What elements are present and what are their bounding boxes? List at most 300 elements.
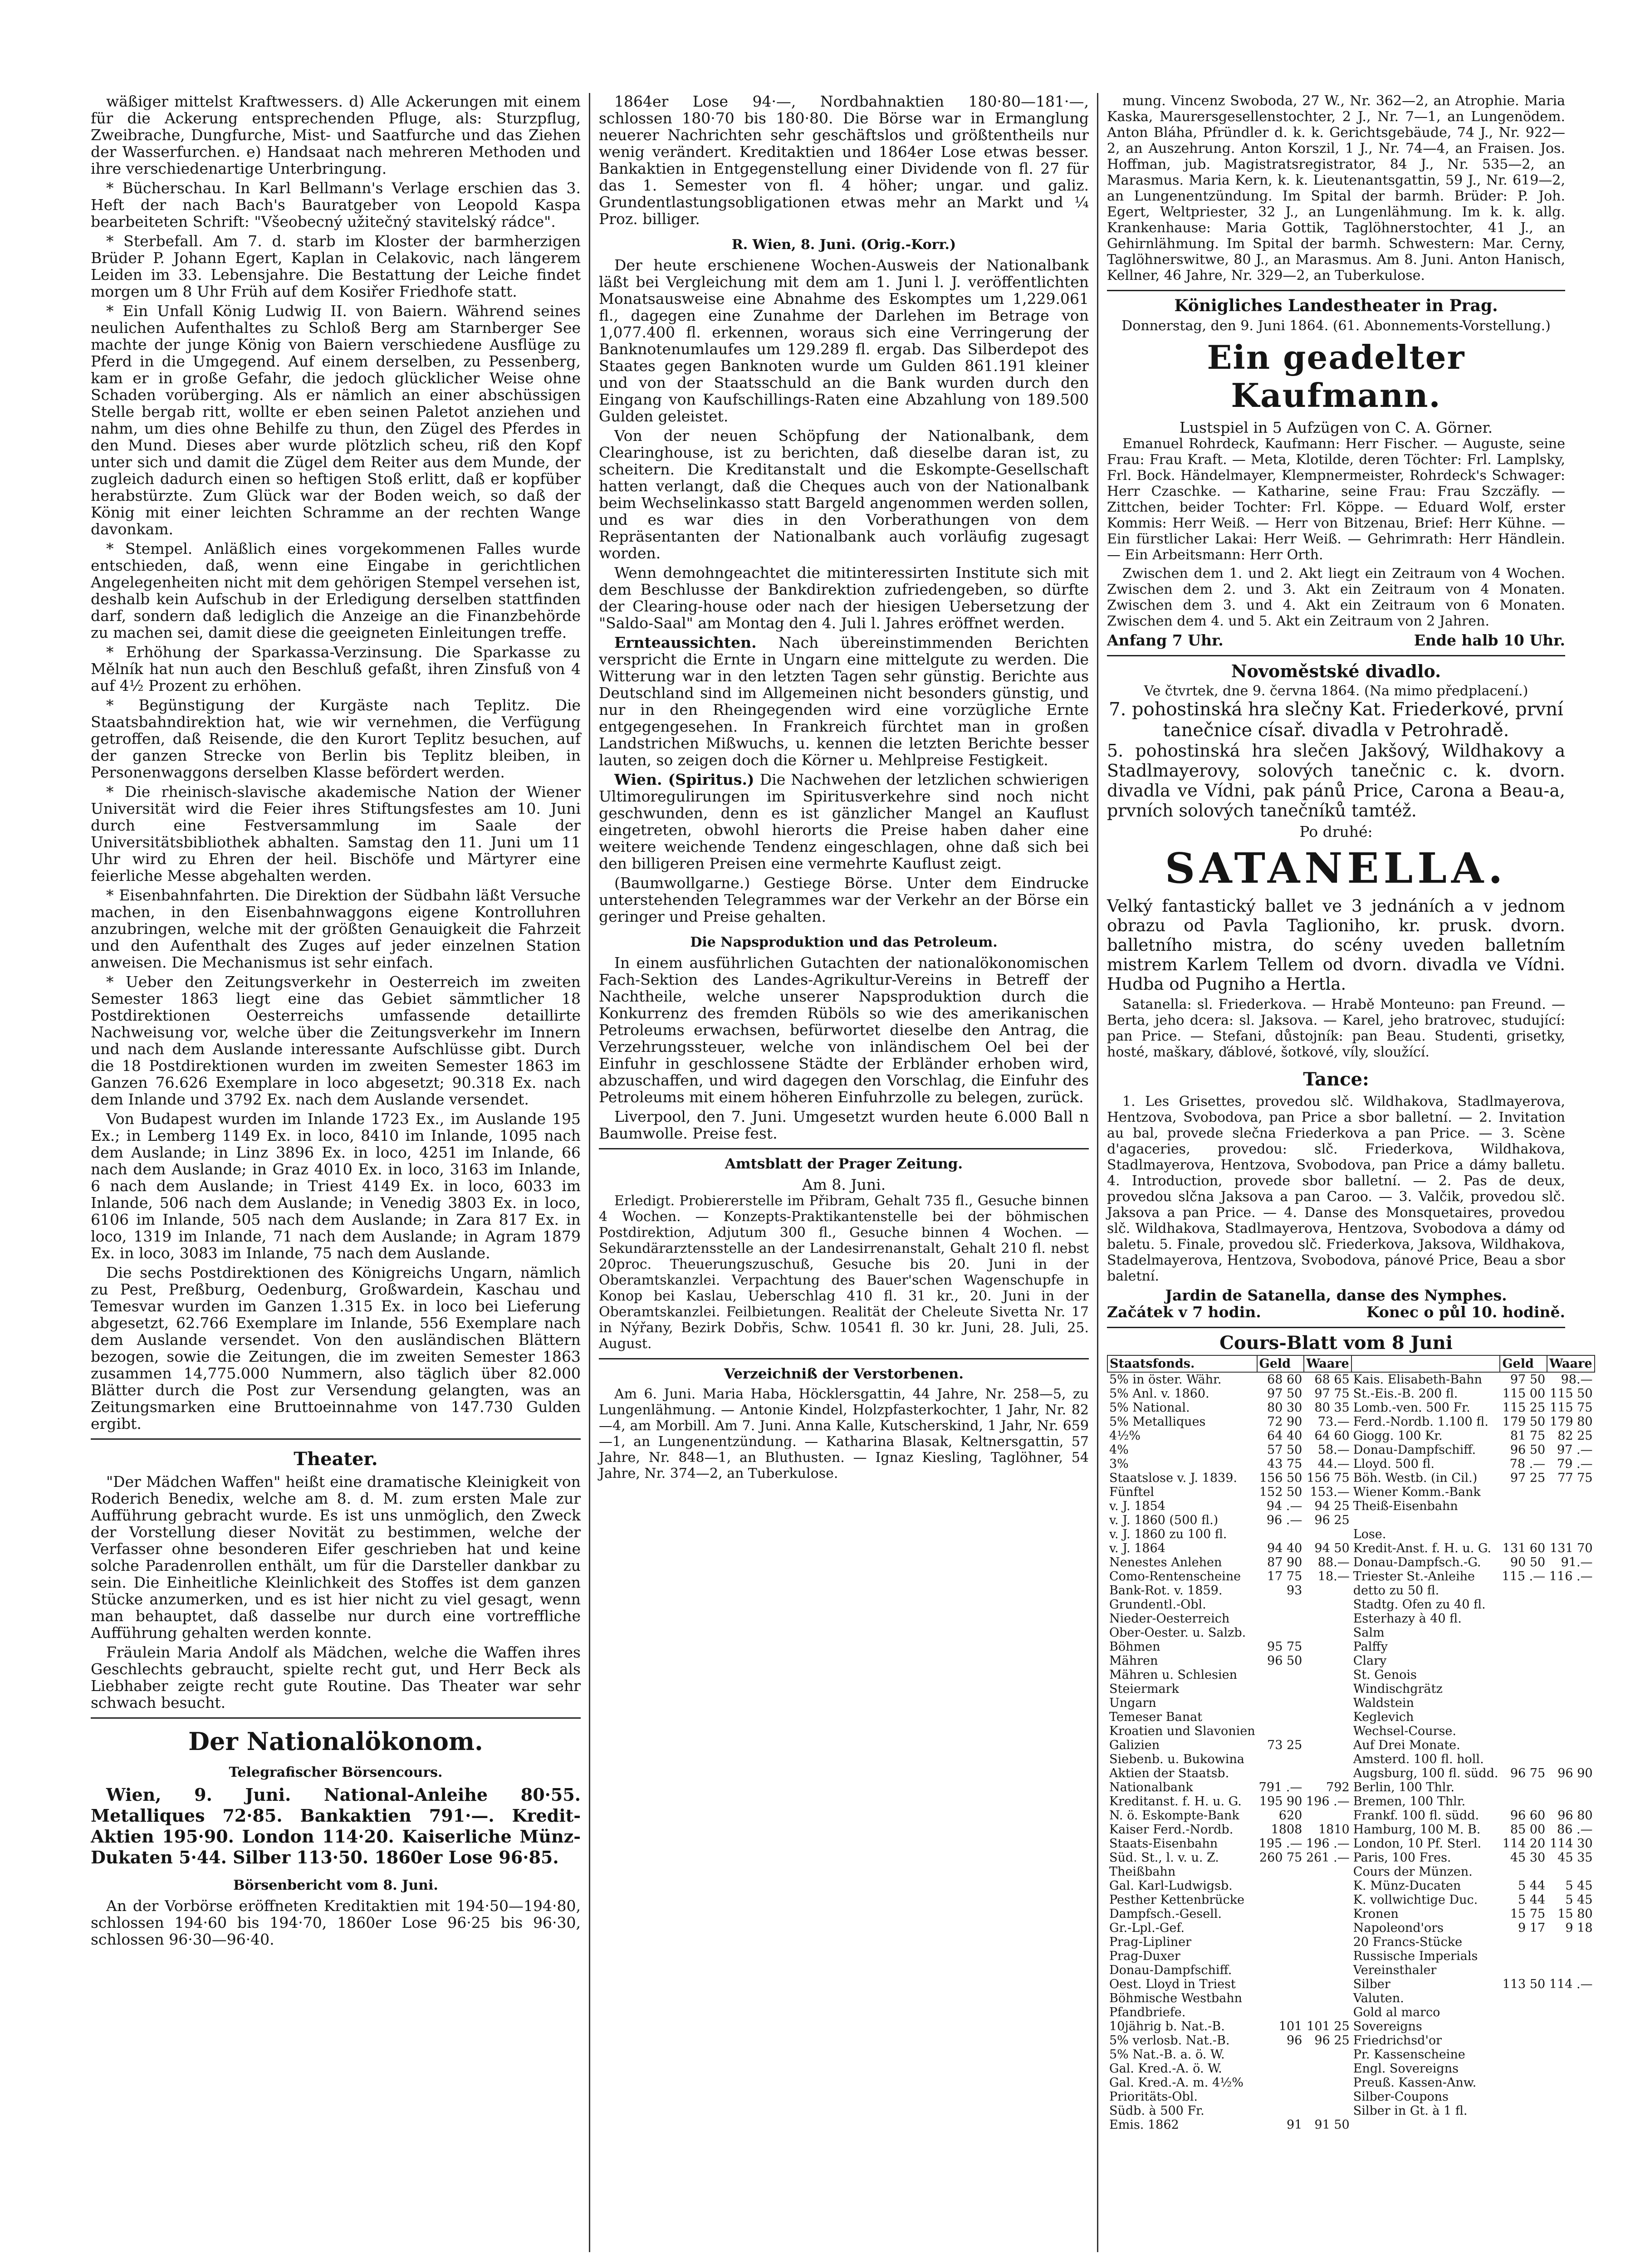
table-row	[1107, 2090, 1595, 2104]
table-cell: 116 .—	[1549, 1569, 1593, 1584]
table-row	[1107, 2048, 1595, 2062]
table-cell	[1500, 1991, 1547, 2005]
table-cell: Silber	[1353, 1977, 1391, 1991]
table-cell: v. J. 1860 zu 100 fl.	[1109, 1527, 1227, 1541]
table-cell: Ferd.-Nordb. 1.100 fl.	[1353, 1415, 1488, 1429]
table-cell: 791 .—	[1258, 1780, 1302, 1794]
exchange-table-body	[1107, 1372, 1595, 2132]
table-cell: 5% Anl. v. 1860.	[1109, 1387, 1209, 1401]
table-cell: 96 .—	[1266, 1513, 1302, 1527]
table-cell: 5% Nat.-B. a. ö. W.	[1109, 2048, 1225, 2062]
paragraph: mung. Vincenz Swoboda, 27 W., Nr. 362—2, an Atrophie. Maria Kaska, Maurersgesellenstochter, 2 J., Nr. 7—1, an Lungenödem. Anton Bláha, Pfründler d. k. k. Gerichtsgebäude, 74 J., Nr. 922—2, an Auszehrung. Anton Korszil, 1 J., Nr. 74—4, an Fraisen. Jos. Hoffman, jub. Magistratsregistrator, 84 J., Nr. 535—2, an Marasmus. Maria Kern, k. k. Lieutenantsgattin, 59 J., Nr. 619—2, an Lungenentzündung. Im Spital der barmh. Brüder: P. Joh. Egert, Weltpriester, 32 J., an Lungenlähmung. Im k. k. allg. Krankenhause: Maria Gottik, Taglöhnerstochter, 41 J., an Gehirnlähmung. Im Spital der barmh. Schwestern: Mar. Cerny, Taglöhnerswitwe, 80 J., an Marasmus. Am 8. Juni. Anton Hanisch, Kellner, 46 Jahre, Nr. 329—2, an Tuberkulose.	[1107, 93, 1565, 284]
table-cell	[1304, 2005, 1351, 2019]
table-cell: K. vollwichtige Duc.	[1353, 1893, 1478, 1907]
table-cell: Galizien	[1109, 1738, 1160, 1752]
table-row	[1107, 1443, 1595, 1457]
table-cell: 115 00	[1502, 1387, 1546, 1401]
table-cell	[1304, 1696, 1351, 1710]
table-row	[1107, 1541, 1595, 1555]
table-cell: Sovereigns	[1353, 2019, 1422, 2033]
paragraph: * Bücherschau. In Karl Bellmann's Verlage erschien das 3. Heft der nach Bach's Bauratgeber von Leopold Kaspa bearbeiteten Schrift: "Všeobecný užitečný stavitelský rádce".	[91, 179, 581, 230]
table-cell	[1547, 1527, 1594, 1541]
table-cell: 82 25	[1557, 1429, 1593, 1443]
table-row	[1107, 1963, 1595, 1977]
table-cell: 4%	[1109, 1443, 1129, 1457]
table-cell: Siebenb. u. Bukowina	[1109, 1752, 1244, 1766]
end-time: Ende halb 10 Uhr.	[1414, 631, 1565, 649]
table-row	[1107, 2005, 1595, 2019]
paragraph: * Eisenbahnfahrten. Die Direktion der Südbahn läßt Versuche machen, in den Eisenbahnwaggons eigene Kontrolluhren anzubringen, welche mit der größten Genauigkeit die Fahrzeit und den Aufenthalt des Zuges auf jeder einzelnen Station anweisen. Die Mechanismus ist sehr einfach.	[91, 886, 581, 971]
table-cell	[1547, 2033, 1594, 2048]
table-cell: Staats-Eisenbahn	[1109, 1837, 1218, 1851]
paragraph: Von der neuen Schöpfung der Nationalbank, dem Clearinghouse, ist zu berichten, daß dieselbe daran ist, zu scheitern. Die Kreditanstalt und die Eskompte-Gesellschaft hatten verlangt, daß die Cheques auch von der Nationalbank beim Wechselinkasso statt Bargeld angenommen werden sollen, und es war dies in den Vorberathungen von dem Repräsentanten der Nationalbank auch vorläufig zugesagt worden.	[599, 427, 1089, 562]
table-cell: Wiener Komm.-Bank	[1353, 1485, 1481, 1499]
table-row	[1107, 1612, 1595, 1626]
paragraph: Liverpool, den 7. Juni. Umgesetzt wurden heute 6.000 Ball n Baumwolle. Preise fest.	[599, 1108, 1089, 1142]
paragraph-text: Die Nachwehen der letzlichen schwierigen Ultimoregulirungen im Spiritusverkehre sind noch nicht geschwunden, denn es ist gänzlicher Mangel an Kauflust eingetreten, obwohl hierorts die Preise haben daher eine weitere weichende Tendenz eingeschlagen, ohne daß sich bei den billigeren Preisen eine vermehrte Kauflust zeigt.	[599, 771, 1089, 872]
table-cell: Engl. Sovereigns	[1353, 2062, 1459, 2076]
table-cell: Waldstein	[1353, 1696, 1414, 1710]
table-cell	[1500, 1752, 1547, 1766]
column-left	[91, 93, 581, 2261]
table-cell	[1304, 2062, 1351, 2076]
table-header: Waare	[1547, 1355, 1594, 1372]
table-cell	[1304, 1963, 1351, 1977]
table-cell: Donau-Dampfschiff.	[1353, 1443, 1476, 1457]
table-cell: Staatslose v. J. 1839.	[1109, 1471, 1237, 1485]
cast-list: Emanuel Rohrdeck, Kaufmann: Herr Fischer. — Auguste, seine Frau: Frau Kraft. — Meta, Klotilde, deren Töchter: Frl. Lamplsky, Frl. Bock. Händelmayer, Klempnermeister, Rohrdeck's Schwager: Herr Czaschke. — Katharine, seine Frau: Frau Szczäfly. — Zittchen, beider Tochter: Frl. Köppe. — Eduard Wolf, erster Kommis: Herr Weiß. — Herr von Bitzenau, Brief: Herr Kühne. — Ein fürstlicher Lakai: Herr Weiß. — Gehrimrath: Herr Händlein. — Ein Arbeitsmann: Herr Orth.	[1107, 436, 1565, 563]
table-row	[1107, 1949, 1595, 1963]
table-row	[1107, 1401, 1595, 1415]
table-cell	[1547, 1865, 1594, 1879]
table-cell	[1547, 2104, 1594, 2118]
table-cell: Amsterd. 100 fl. holl.	[1353, 1752, 1484, 1766]
table-cell: Giogg. 100 Kr.	[1353, 1429, 1443, 1443]
table-cell	[1257, 1682, 1304, 1696]
table-cell	[1547, 1710, 1594, 1724]
table-cell: Pfandbriefe.	[1109, 2005, 1186, 2019]
paragraph: * Stempel. Anläßlich eines vorgekommenen Falles wurde entschieden, daß, wenn eine Eingabe in gerichtlichen Angelegenheiten nicht mit dem gehörigen Stempel versehen ist, deshalb kein Aufschub in der Erledigung derselben stattfinden darf, sondern daß lediglich die Anzeige an die Finanzbehörde zu machen sei, damit diese die geeigneten Einleitungen treffe.	[91, 540, 581, 641]
table-cell	[1257, 1879, 1304, 1893]
table-cell: 97 50	[1510, 1373, 1546, 1387]
table-cell: Prag-Duxer	[1109, 1949, 1180, 1963]
ballet-description: Velký fantastický ballet ve 3 jednáních a v jednom obrazu od Pavla Taglioniho, kr. prusk. dvorn. balletního mistra, do scény uveden balletním mistrem Karlem Tellem od dvorn. divadla ve Vídni. Hudba od Pugniho a Hertla.	[1107, 896, 1565, 994]
table-row	[1107, 1429, 1595, 1443]
paragraph: * Ueber den Zeitungsverkehr in Oesterreich im zweiten Semester 1863 liegt eine das Gebiet sämmtlicher 18 Postdirektionen Oesterreichs umfassende detaillirte Nachweisung vor, welche über die Zeitungsverkehr im Innern und nach dem Auslande interessante Aufschlüsse gibt. Durch die 18 Postdirektionen wurden im zweiten Semester 1863 im Ganzen 76.626 Exemplare in loco abgesetzt; 90.318 Ex. nach dem Inlande und 3792 Ex. nach dem Auslande versendet.	[91, 973, 581, 1108]
table-cell	[1500, 1780, 1547, 1794]
table-cell: 156 50	[1259, 1471, 1302, 1485]
table-cell	[1351, 1513, 1500, 1527]
table-cell: Lloyd. 500 fl.	[1353, 1457, 1435, 1471]
table-cell	[1547, 1513, 1594, 1527]
table-row	[1107, 1710, 1595, 1724]
table-cell	[1304, 1752, 1351, 1766]
table-cell	[1547, 1654, 1594, 1668]
subheading: Die Napsproduktion und das Petroleum.	[690, 934, 998, 950]
table-cell: 96 60	[1510, 1809, 1546, 1823]
table-cell	[1500, 1598, 1547, 1612]
table-cell	[1500, 1682, 1547, 1696]
table-cell	[1257, 2076, 1304, 2090]
table-cell: 79 .—	[1557, 1457, 1593, 1471]
table-cell: Silber-Coupons	[1353, 2090, 1449, 2104]
paragraph: wäßiger mittelst Kraftwessers. d) Alle Ackerungen mit einem für die Ackerung entsprechenden Pfluge, als: Sturzpflug, Zweibrache, Dungfurche, Mist- und Saatfurche und das Ziehen der Wasserfurchen. e) Handsaat nach mehreren Methoden und ihre verschiedenartige Unterbringung.	[91, 93, 581, 177]
table-cell: 113 50	[1502, 1977, 1546, 1991]
table-cell: 96 25	[1314, 1513, 1350, 1527]
paragraph: Von Budapest wurden im Inlande 1723 Ex., im Auslande 195 Ex.; in Lemberg 1149 Ex. in loco, 8410 im Inlande, 1095 nach dem Auslande; in Linz 3896 Ex. in loco, 4251 im Inlande, 66 nach dem Auslande; in Graz 4010 Ex. in loco, 3163 im Inlande, 6 nach dem Auslande; in Triest 4149 Ex. in loco, 6033 im Inlande, 506 nach dem Auslande; in Venedig 3803 Ex. in loco, 6106 im Inlande, 505 nach dem Auslande; in Zara 817 Ex. in loco, 1319 im Inlande, 71 nach dem Auslande; in Agram 1879 Ex. in loco, 3083 im Inlande, 75 nach dem Auslande.	[91, 1110, 581, 1262]
column-divider	[589, 93, 590, 2252]
table-cell	[1547, 1780, 1594, 1794]
table-cell: 58.—	[1317, 1443, 1350, 1457]
table-cell: 5% National.	[1109, 1401, 1190, 1415]
theatre-ad-heading: Novoměstské divadlo.	[1231, 661, 1441, 681]
table-cell: v. J. 1860 (500 fl.)	[1109, 1513, 1219, 1527]
table-cell: 5 44	[1518, 1893, 1546, 1907]
table-cell: Mähren	[1109, 1654, 1158, 1668]
table-cell: 152 50	[1259, 1485, 1302, 1499]
paragraph: * Die rheinisch-slavische akademische Nation der Wiener Universität wird die Feier ihres Stiftungsfestes am 10. Juni durch eine Festversammlung im Saale der Universitätsbibliothek abhalten. Samstag den 11. Juni um 11 Uhr wird zu Ehren der heil. Bischöfe und Märtyrer eine feierliche Messe abgehalten werden.	[91, 783, 581, 885]
table-cell	[1304, 1654, 1351, 1668]
section-rule	[1107, 655, 1565, 656]
paragraph: (Baumwollgarne.) Gestiege Börse. Unter dem Eindrucke unterstehenden Telegrammes war der Verkehr an der Börse ein geringer und Preise gehalten.	[599, 874, 1089, 925]
table-cell: 10jährig b. Nat.-B.	[1109, 2019, 1225, 2033]
table-cell	[1304, 1584, 1351, 1598]
table-row	[1107, 1907, 1595, 1921]
table-cell: Theißbahn	[1109, 1865, 1176, 1879]
table-cell	[1500, 1485, 1547, 1499]
dateline: R. Wien, 8. Juni. (Orig.-Korr.)	[731, 237, 956, 253]
column-right	[1107, 93, 1593, 2261]
paragraph: 1864er Lose 94·—, Nordbahnaktien 180·80—181·—, schlossen 180·70 bis 180·80. Die Börse war in Ermanglung neuerer Nachrichten sehr geschäftslos und größtentheils nur wenig verändert. Kreditaktien und 1864er Lose etwas besser. Bankaktien in Entgegenstellung einer Dividende von fl. 27 für das 1. Semester von fl. 4 höher; ungar. und galiz. Grundentlastungsobligationen etwas mehr an Markt und ¼ Proz. billiger.	[599, 93, 1089, 228]
table-cell: Valuten.	[1353, 1991, 1404, 2005]
table-cell: 131 70	[1550, 1541, 1593, 1555]
table-cell: London, 10 Pf. Sterl.	[1353, 1837, 1482, 1851]
table-cell	[1257, 1949, 1304, 1963]
performance-date: Donnerstag, den 9. Juni 1864. (61. Abonnements-Vorstellung.)	[1121, 318, 1551, 334]
table-row	[1107, 1837, 1595, 1851]
column-middle	[599, 93, 1089, 2261]
table-row	[1107, 1668, 1595, 1682]
table-cell: 96 50	[1510, 1443, 1546, 1457]
table-cell: 5% in öster. Währ.	[1109, 1373, 1222, 1387]
table-cell	[1500, 2048, 1547, 2062]
table-cell: Gal. Karl-Ludwigsb.	[1109, 1879, 1233, 1893]
ballet-title: SATANELLA.	[1165, 844, 1508, 893]
section-rule	[1107, 1327, 1565, 1328]
telegraph-quotes: Wien, 9. Juni. National-Anleihe 80·55. Metalliques 72·85. Bankaktien 791·—. Kredit-Aktien 195·90. London 114·20. Kaiserliche Münz-Dukaten 5·44. Silber 113·50. 1860er Lose 96·85.	[91, 1784, 581, 1867]
table-cell: Süd. St., l. v. u. Z.	[1109, 1851, 1219, 1865]
table-cell	[1304, 1991, 1351, 2005]
table-row	[1107, 1766, 1595, 1780]
amtsblatt-heading: Amtsblatt der Prager Zeitung.	[725, 1156, 963, 1172]
table-cell	[1304, 1809, 1351, 1823]
table-cell: 96 75	[1510, 1766, 1546, 1780]
table-cell: 80 30	[1267, 1401, 1302, 1415]
table-cell	[1547, 1724, 1594, 1738]
table-cell: 115 25	[1502, 1401, 1546, 1415]
table-cell: 68 65	[1314, 1373, 1350, 1387]
table-cell: 45 35	[1557, 1851, 1593, 1865]
table-cell	[1257, 1907, 1304, 1921]
table-cell	[1547, 2019, 1594, 2033]
table-cell: 5 45	[1565, 1893, 1593, 1907]
table-cell	[1257, 1766, 1304, 1780]
table-cell: 114 20	[1502, 1837, 1546, 1851]
table-cell: N. ö. Eskompte-Bank	[1109, 1809, 1239, 1823]
table-cell: 179 50	[1502, 1415, 1546, 1429]
table-cell	[1500, 1640, 1547, 1654]
table-cell: 195 .—	[1258, 1837, 1302, 1851]
play-subtitle: Lustspiel in 5 Aufzügen von C. A. Görner.	[1179, 419, 1493, 436]
table-cell: 3%	[1109, 1457, 1129, 1471]
table-cell: 94 .—	[1266, 1499, 1302, 1513]
paragraph: 5. pohostinská hra slečen Jakšový, Wildhakovy a Stadlmayerovy, solových tanečnic c. k. dvorn. divadla ve Vídni, pak pánů Price, Carona a Beau-a, prvních solových tanečníků tamtéž.	[1107, 741, 1565, 821]
table-cell: 5% verlosb. Nat.-B.	[1109, 2033, 1230, 2048]
table-cell: 20 Francs-Stücke	[1353, 1935, 1463, 1949]
table-cell	[1257, 2005, 1304, 2019]
table-cell	[1257, 1921, 1304, 1935]
paragraph: Die sechs Postdirektionen des Königreichs Ungarn, nämlich zu Pest, Preßburg, Oedenburg, Großwardein, Kaschau und Temesvar wurden im Ganzen 1.315 Ex. in loco bei Lieferung abgesetzt, 62.766 Exemplare im Inlande, 556 Exemplare nach dem Auslande versendet. Von den ausländischen Blättern bezogen, sowie die Zeitungen, die im zweiten Semester 1863 zusammen 14,775.000 Nummern, also täglich über 82.000 Blätter durch die Post zur Versendung gelangten, was an Zeitungsmarken eine Bruttoeinnahme von 147.730 Gulden ergibt.	[91, 1264, 581, 1432]
table-cell: Nieder-Oesterreich	[1109, 1612, 1230, 1626]
table-cell	[1547, 1640, 1594, 1654]
table-cell	[1500, 1696, 1547, 1710]
table-cell: 97 50	[1267, 1387, 1302, 1401]
play-title: Ein geadelter Kaufmann.	[1207, 338, 1465, 415]
table-cell: Ober-Oester. u. Salzb.	[1109, 1626, 1246, 1640]
start-time: Anfang 7 Uhr.	[1107, 631, 1224, 649]
table-cell: Triester St.-Anleihe	[1353, 1569, 1475, 1584]
table-row	[1107, 1780, 1595, 1794]
play-times	[1107, 632, 1565, 649]
table-cell: 57 50	[1267, 1443, 1302, 1457]
end-time: Konec o půl 10. hodině.	[1366, 1303, 1565, 1321]
table-cell: 1808	[1271, 1823, 1302, 1837]
paragraph: Wenn demohngeachtet die mitinteressirten Institute sich mit dem Beschlusse der Bankdirektion zufriedengeben, so dürfte der Clearing-house oder nach der hiesigen Uebersetzung der "Saldo-Saal" am Montag den 4. Juli l. Jahres eröffnet werden.	[599, 564, 1089, 632]
table-cell	[1304, 1738, 1351, 1752]
table-row	[1107, 2033, 1595, 2048]
table-row	[1107, 1865, 1595, 1879]
subheading: Telegrafischer Börsencours.	[229, 1765, 443, 1780]
table-cell: 88.—	[1317, 1555, 1350, 1569]
table-cell	[1304, 1949, 1351, 1963]
table-cell	[1500, 1527, 1547, 1541]
table-cell: Como-Rentenscheine	[1109, 1569, 1241, 1584]
table-cell	[1304, 1935, 1351, 1949]
dances-heading: Tance:	[1303, 1069, 1369, 1090]
table-header: Waare	[1304, 1355, 1351, 1372]
paragraph-text: Nach übereinstimmenden Berichten verspricht die Ernte in Ungarn eine mittelgute zu werden. Die Witterung war in den letzten Tagen sehr günstig. Berichte aus Deutschland sind im Allgemeinen nicht besonders günstig, und nur in den Rheingegenden wird eine vorzügliche Ernte entgegengesehen. In Frankreich fürchtet man in großen Landstrichen Mißwuchs, u. kennen die letzten Berichte besser lauten, so zeigen doch die Körner u. Mehlpreise Festigkeit.	[599, 634, 1089, 769]
table-cell	[1500, 2005, 1547, 2019]
table-row	[1107, 1555, 1595, 1569]
table-row	[1107, 1387, 1595, 1401]
table-cell: 96 50	[1267, 1654, 1302, 1668]
table-cell	[1257, 1935, 1304, 1949]
table-cell	[1257, 1710, 1304, 1724]
table-cell: Wechsel-Course.	[1353, 1724, 1456, 1738]
table-cell: Palffy	[1353, 1640, 1388, 1654]
table-row	[1107, 1654, 1595, 1668]
table-cell	[1304, 1907, 1351, 1921]
inline-heading: Ernteaussichten.	[614, 634, 757, 651]
table-cell: 87 90	[1267, 1555, 1302, 1569]
table-cell: 17 75	[1267, 1569, 1302, 1584]
table-header: Staatsfonds.	[1107, 1355, 1257, 1372]
table-row	[1107, 1977, 1595, 1991]
table-cell: Kredit-Anst. f. H. u. G.	[1353, 1541, 1492, 1555]
table-cell	[1257, 1977, 1304, 1991]
table-cell	[1304, 1921, 1351, 1935]
table-cell	[1257, 1696, 1304, 1710]
table-cell	[1304, 1977, 1351, 1991]
table-cell	[1257, 1598, 1304, 1612]
table-row	[1107, 2019, 1595, 2033]
paragraph: Erledigt. Probiererstelle im Přibram, Gehalt 735 fl., Gesuche binnen 4 Wochen. — Konzepts-Praktikantenstelle bei der böhmischen Postdirektion, Adjutum 300 fl., Gesuche binnen 4 Wochen. — Sekundärarztensstelle an der Landesirrenanstalt, Gehalt 210 fl. nebst 20proc. Theuerungszuschuß, Gesuche bis 20. Juni in der Oberamtskanzlei. Verpachtung des Bauer'schen Wagenschupfe in Konop bei Kaslau, Ueberschlag 410 fl. 31 kr., 20. Juni in der Oberamtskanzlei. Feilbietungen. Realität der Cheleute Sivetta Nr. 17 in Nýřany, Bezirk Dobřis, Schw. 10541 fl. 30 kr. Juni, 28. Juli, 25. August.	[599, 1193, 1089, 1352]
theatre-heading: Theater.	[294, 1448, 378, 1470]
table-cell	[1304, 2104, 1351, 2118]
table-cell	[1547, 2118, 1594, 2132]
table-cell: 101	[1278, 2019, 1302, 2033]
paragraph	[599, 771, 1089, 872]
table-cell: 131 60	[1502, 1541, 1546, 1555]
table-cell: 1810	[1318, 1823, 1350, 1837]
section-rule	[1107, 290, 1565, 291]
table-cell	[1257, 2090, 1304, 2104]
table-cell	[1500, 1612, 1547, 1626]
table-cell: 97 25	[1510, 1471, 1546, 1485]
table-cell	[1500, 1949, 1547, 1963]
table-row	[1107, 1738, 1595, 1752]
table-cell	[1547, 1668, 1594, 1682]
table-cell: Böh. Westb. (in Cil.)	[1353, 1471, 1478, 1485]
table-cell: Napoleond'ors	[1353, 1921, 1444, 1935]
table-cell: Prag-Lipliner	[1109, 1935, 1191, 1949]
table-row	[1107, 1794, 1595, 1809]
table-row	[1107, 1640, 1595, 1654]
paragraph: Fräulein Maria Andolf als Mädchen, welche die Waffen ihres Geschlechts gebraucht, spielte recht gut, und Herr Beck als Liebhaber zeigte recht gute Routine. Das Theater war sehr schwach besucht.	[91, 1643, 581, 1711]
paragraph	[599, 634, 1089, 768]
paragraph: An der Vorbörse eröffneten Kreditaktien mit 194·50—194·80, schlossen 194·60 bis 194·70, 1860er Lose 96·25 bis 96·30, schlossen 96·30—96·40.	[91, 1897, 581, 1948]
table-cell: 91 50	[1314, 2118, 1350, 2132]
table-cell	[1547, 1499, 1594, 1513]
table-cell	[1500, 1935, 1547, 1949]
table-cell	[1304, 1598, 1351, 1612]
table-cell: 156 75	[1307, 1471, 1350, 1485]
table-row	[1107, 1752, 1595, 1766]
table-cell: Donau-Dampfsch.-G.	[1353, 1555, 1481, 1569]
table-cell: Friedrichsd'or	[1353, 2033, 1442, 2048]
table-cell: Steiermark	[1109, 1682, 1179, 1696]
table-cell: Russische Imperials	[1353, 1949, 1478, 1963]
table-cell: 44.—	[1317, 1457, 1350, 1471]
exchange-table	[1107, 1355, 1595, 2132]
table-cell	[1304, 1626, 1351, 1640]
cast-list: Satanella: sl. Friederkova. — Hrabě Monteuno: pan Freund. — Berta, jeho dcera: sl. Jaksova. — Karel, jeho bratrovec, studující: pan Price. — Stefani, důstojník: pan Beau. Studenti, grisetky, hosté, maškary, ďáblové, šotkové, víly, sloužící.	[1107, 997, 1565, 1060]
table-cell	[1304, 2048, 1351, 2062]
table-cell: Nationalbank	[1109, 1780, 1193, 1794]
table-cell: 5 44	[1518, 1879, 1546, 1893]
table-cell	[1500, 1724, 1547, 1738]
table-cell	[1304, 1682, 1351, 1696]
table-cell: 91.—	[1561, 1555, 1593, 1569]
table-cell: Lose.	[1353, 1527, 1386, 1541]
table-cell: 195 90	[1259, 1794, 1302, 1809]
table-cell: 620	[1278, 1809, 1302, 1823]
table-cell	[1257, 2062, 1304, 2076]
table-cell	[1304, 1766, 1351, 1780]
table-row	[1107, 1724, 1595, 1738]
table-row	[1107, 1696, 1595, 1710]
table-cell	[1500, 1584, 1547, 1598]
table-cell: St. Genois	[1353, 1668, 1417, 1682]
table-cell: Gal. Kred.-A. m. 4½%	[1109, 2076, 1244, 2090]
table-cell	[1304, 1612, 1351, 1626]
paragraph: In einem ausführlichen Gutachten der nationalökonomischen Fach-Sektion des Landes-Agrikultur-Vereins in Betreff der Nachtheile, welche unserer Napsproduktion durch die Konkurrenz des fremden Rüböls so wie des amerikanischen Petroleums erwachsen, befürwortet dieselbe den Antrag, die Verzehrungssteuer, welche von inländischem Oel bei der Einfuhr in geschlossene Städte der Erbländer erhoben wird, abzuschaffen, und wird dagegen den Vorschlag, die Einfuhr des Petroleums mit einem höheren Einfuhrzolle zu belegen, zurück.	[599, 954, 1089, 1106]
table-cell: St.-Eis.-B. 200 fl.	[1353, 1387, 1458, 1401]
table-cell: v. J. 1854	[1109, 1499, 1165, 1513]
table-cell: Aktien der Staatsb.	[1109, 1766, 1229, 1780]
table-cell	[1257, 1752, 1304, 1766]
table-cell: Hamburg, 100 M. B.	[1353, 1823, 1481, 1837]
table-cell: 93	[1286, 1584, 1302, 1598]
paragraph: "Der Mädchen Waffen" heißt eine dramatische Kleinigkeit von Roderich Benedix, welche am 8. d. M. zum ersten Male zur Aufführung gebracht wurde. Es ist uns unmöglich, den Zweck der Vorstellung dieser Novität zu bestimmen, welche der Verfasser ohne besonderen Eifer geschrieben hat und keine solche Paradenrollen enthält, um für die Darsteller dankbar zu sein. Die Einheitliche Kleinlichkeit des Stoffes ist dem ganzen Stücke anzumerken, und es ist hier nicht zu viel gesagt, wenn man behauptet, daß dasselbe nur durch eine vortreffliche Aufführung gehalten werden konnte.	[91, 1473, 581, 1642]
table-cell	[1547, 1935, 1594, 1949]
table-cell	[1257, 1865, 1304, 1879]
table-cell: Vereinsthaler	[1353, 1963, 1437, 1977]
table-cell	[1304, 1879, 1351, 1893]
table-cell	[1304, 2076, 1351, 2090]
section-heading: Der Nationalökonom.	[188, 1727, 483, 1756]
table-cell	[1257, 1527, 1304, 1541]
table-cell	[1257, 1724, 1304, 1738]
guest-performance: 7. pohostinská hra slečny Kat. Friederkové, první tanečnice císař. divadla v Petrohradě.	[1109, 699, 1563, 741]
table-cell	[1304, 1724, 1351, 1738]
deaths-heading: Verzeichniß der Verstorbenen.	[724, 1366, 964, 1382]
table-row	[1107, 1584, 1595, 1598]
table-cell	[1500, 2062, 1547, 2076]
table-cell: Clary	[1353, 1654, 1387, 1668]
table-row	[1107, 2076, 1595, 2090]
table-header: Geld	[1500, 1355, 1547, 1372]
paragraph: * Begünstigung der Kurgäste nach Teplitz. Die Staatsbahndirektion hat, wie wir vernehmen, die Verfügung getroffen, daß Reisende, die den Kurort Teplitz besuchen, auf der ganzen Strecke von Berlin bis Teplitz bleiben, in Personenwaggons derselben Klasse befördert werden.	[91, 696, 581, 781]
table-cell	[1547, 2076, 1594, 2090]
table-cell	[1547, 1949, 1594, 1963]
table-row	[1107, 1513, 1595, 1527]
table-cell	[1304, 1893, 1351, 1907]
paragraph: * Erhöhung der Sparkassa-Verzinsung. Die Sparkasse zu Mělník hat nun auch den Beschluß gefaßt, ihren Zinsfuß von 4 auf 4½ Prozent zu erhöhen.	[91, 643, 581, 694]
table-cell	[1547, 2048, 1594, 2062]
table-cell: 86 .—	[1557, 1823, 1593, 1837]
subheading: Börsenbericht vom 8. Juni.	[233, 1877, 438, 1893]
table-cell	[1547, 1963, 1594, 1977]
table-cell: 96	[1286, 2033, 1302, 2048]
table-cell	[1547, 1794, 1594, 1809]
table-cell	[1257, 1668, 1304, 1682]
table-cell	[1351, 2118, 1500, 2132]
table-cell: detto zu 50 fl.	[1353, 1584, 1439, 1598]
table-cell	[1304, 1640, 1351, 1654]
table-cell: Lomb.-ven. 500 Fr.	[1353, 1401, 1470, 1415]
table-cell: 43 75	[1267, 1457, 1302, 1471]
table-cell: Temeser Banat	[1109, 1710, 1203, 1724]
table-row	[1107, 1415, 1595, 1429]
table-cell: 94 50	[1314, 1541, 1350, 1555]
table-cell: Frankf. 100 fl. südd.	[1353, 1809, 1479, 1823]
table-cell: Pr. Kassenscheine	[1353, 2048, 1465, 2062]
table-cell: 97 .—	[1557, 1443, 1593, 1457]
table-cell: 77 75	[1557, 1471, 1593, 1485]
start-time: Začátek v 7 hodin.	[1107, 1303, 1261, 1321]
amtsblatt-date: Am 8. Juni.	[802, 1176, 886, 1193]
